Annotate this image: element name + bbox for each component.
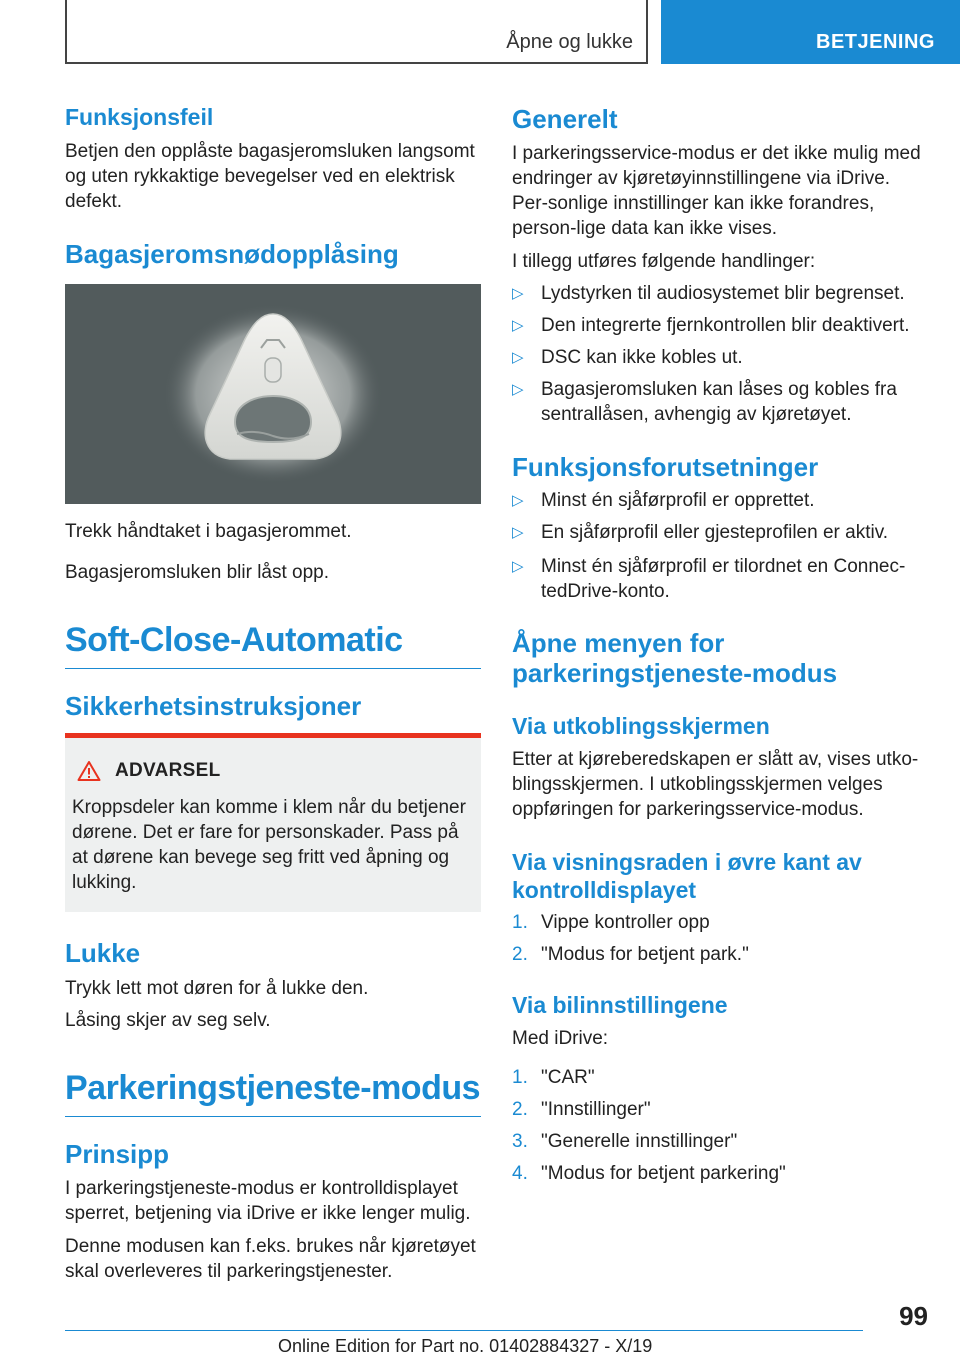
bullet-triangle-icon: ▷ xyxy=(512,558,524,575)
forutsetninger-heading: Funksjonsforutsetninger xyxy=(512,452,819,482)
step-number: 2. xyxy=(512,944,528,965)
figure-caption-2: Bagasjeromsluken blir låst opp. xyxy=(65,562,330,583)
bullet-triangle-icon: ▷ xyxy=(512,381,524,398)
step-number: 1. xyxy=(512,1067,528,1088)
list-item-text: Minst én sjåførprofil er tilordnet en Connec-tedDrive-konto. xyxy=(541,556,906,602)
funksjonsfeil-heading: Funksjonsfeil xyxy=(65,104,214,130)
step-number: 2. xyxy=(512,1099,528,1120)
warning-label: ADVARSEL xyxy=(115,760,221,781)
softclose-heading-block xyxy=(65,620,481,669)
page-number: 99 xyxy=(899,1301,928,1331)
warning-header xyxy=(77,760,221,782)
step-text: Vippe kontroller opp xyxy=(541,912,710,933)
parkering-rule xyxy=(65,1116,481,1117)
bullet-triangle-icon: ▷ xyxy=(512,285,524,302)
section-tab xyxy=(661,0,960,64)
step-text: "CAR" xyxy=(541,1067,595,1088)
utkobling-text: Etter at kjøreberedskapen er slått av, vises utko-blingsskjermen. I utkoblingsskjermen velges oppføringen for parkeringsservice-modus. xyxy=(512,749,919,820)
apne-heading-line-2: parkeringstjeneste-modus xyxy=(512,658,838,688)
step-number: 1. xyxy=(512,912,528,933)
step-number: 3. xyxy=(512,1131,528,1152)
edition-text: Online Edition for Part no. 01402884327 - X/19 xyxy=(278,1336,653,1356)
utkobling-heading: Via utkoblingsskjermen xyxy=(512,713,770,739)
parkering-heading: Parkeringstjeneste-modus xyxy=(65,1069,481,1107)
bullet-triangle-icon: ▷ xyxy=(512,524,524,541)
list-item-text: Minst én sjåførprofil er opprettet. xyxy=(541,490,815,511)
warning-box xyxy=(65,733,481,912)
step-text: "Generelle innstillinger" xyxy=(541,1131,738,1152)
lukke-text-1: Trykk lett mot døren for å lukke den. xyxy=(65,978,369,999)
list-item-text: DSC kan ikke kobles ut. xyxy=(541,347,743,368)
prinsipp-text-1: I parkeringstjeneste-modus er kontrolldisplayet sperret, betjening via iDrive er ikke lenger mulig. xyxy=(65,1178,471,1224)
apne-heading-line-1: Åpne menyen for xyxy=(512,628,725,658)
generelt-text: I parkeringsservice-modus er det ikke mulig med endringer av kjøretøyinnstillingene via iDrive. Per-sonlige innstillinger kan ikke forandres, person-lige data kan ikke vises. xyxy=(512,143,921,239)
warning-triangle-icon xyxy=(77,760,101,782)
step-text: "Innstillinger" xyxy=(541,1099,651,1120)
bullet-triangle-icon: ▷ xyxy=(512,492,524,509)
generelt-heading: Generelt xyxy=(512,104,618,134)
footer-rule xyxy=(65,1330,863,1331)
softclose-rule xyxy=(65,668,481,669)
trunk-handle-illustration xyxy=(65,284,481,504)
bilinn-heading: Via bilinnstillingene xyxy=(512,992,728,1018)
sikkerhet-heading: Sikkerhetsinstruksjoner xyxy=(65,691,362,721)
section-tab-label: BETJENING xyxy=(816,31,935,53)
header-box xyxy=(65,0,648,64)
step-text: "Modus for betjent parkering" xyxy=(541,1163,786,1184)
prinsipp-heading: Prinsipp xyxy=(65,1139,170,1169)
bullet-triangle-icon: ▷ xyxy=(512,317,524,334)
med-idrive-text: Med iDrive: xyxy=(512,1028,609,1049)
list-item-text: En sjåførprofil eller gjesteprofilen er aktiv. xyxy=(541,522,889,543)
lukke-text-2: Låsing skjer av seg selv. xyxy=(65,1010,271,1031)
step-number: 4. xyxy=(512,1163,528,1184)
softclose-heading: Soft-Close-Automatic xyxy=(65,621,403,659)
funksjonsfeil-text: Betjen den opplåste bagasjeromsluken langsomt og uten rykkaktige bevegelser ved en elektrisk defekt. xyxy=(65,141,475,212)
visning-heading-line-1: Via visningsraden i øvre kant av xyxy=(512,849,862,875)
figure-caption-1: Trekk håndtaket i bagasjerommet. xyxy=(65,521,352,542)
chapter-title: Åpne og lukke xyxy=(506,31,633,53)
visning-heading-line-2: kontrolldisplayet xyxy=(512,877,697,903)
warning-text: Kroppsdeler kan komme i klem når du betjener dørene. Det er fare for personskader. Pass på at dørene kan bevege seg fritt ved åpning og lukking. xyxy=(72,797,466,893)
list-item-text: Den integrerte fjernkontrollen blir deaktivert. xyxy=(541,315,910,336)
tillegg-text: I tillegg utføres følgende handlinger: xyxy=(512,251,816,272)
parkering-heading-block xyxy=(65,1068,481,1117)
bullet-triangle-icon: ▷ xyxy=(512,349,524,366)
prinsipp-text-2: Denne modusen kan f.eks. brukes når kjøretøyet skal overleveres til parkeringstjenester. xyxy=(65,1236,476,1282)
lukke-heading: Lukke xyxy=(65,938,141,968)
trunk-release-handle-figure xyxy=(65,284,481,504)
list-item-text: Lydstyrken til audiosystemet blir begrenset. xyxy=(541,283,905,304)
list-item-text: Bagasjeromsluken kan låses og kobles fra sentrallåsen, avhengig av kjøretøyet. xyxy=(541,379,897,425)
step-text: "Modus for betjent park." xyxy=(541,944,749,965)
nodopplasing-heading: Bagasjeromsnødopplåsing xyxy=(65,239,399,269)
